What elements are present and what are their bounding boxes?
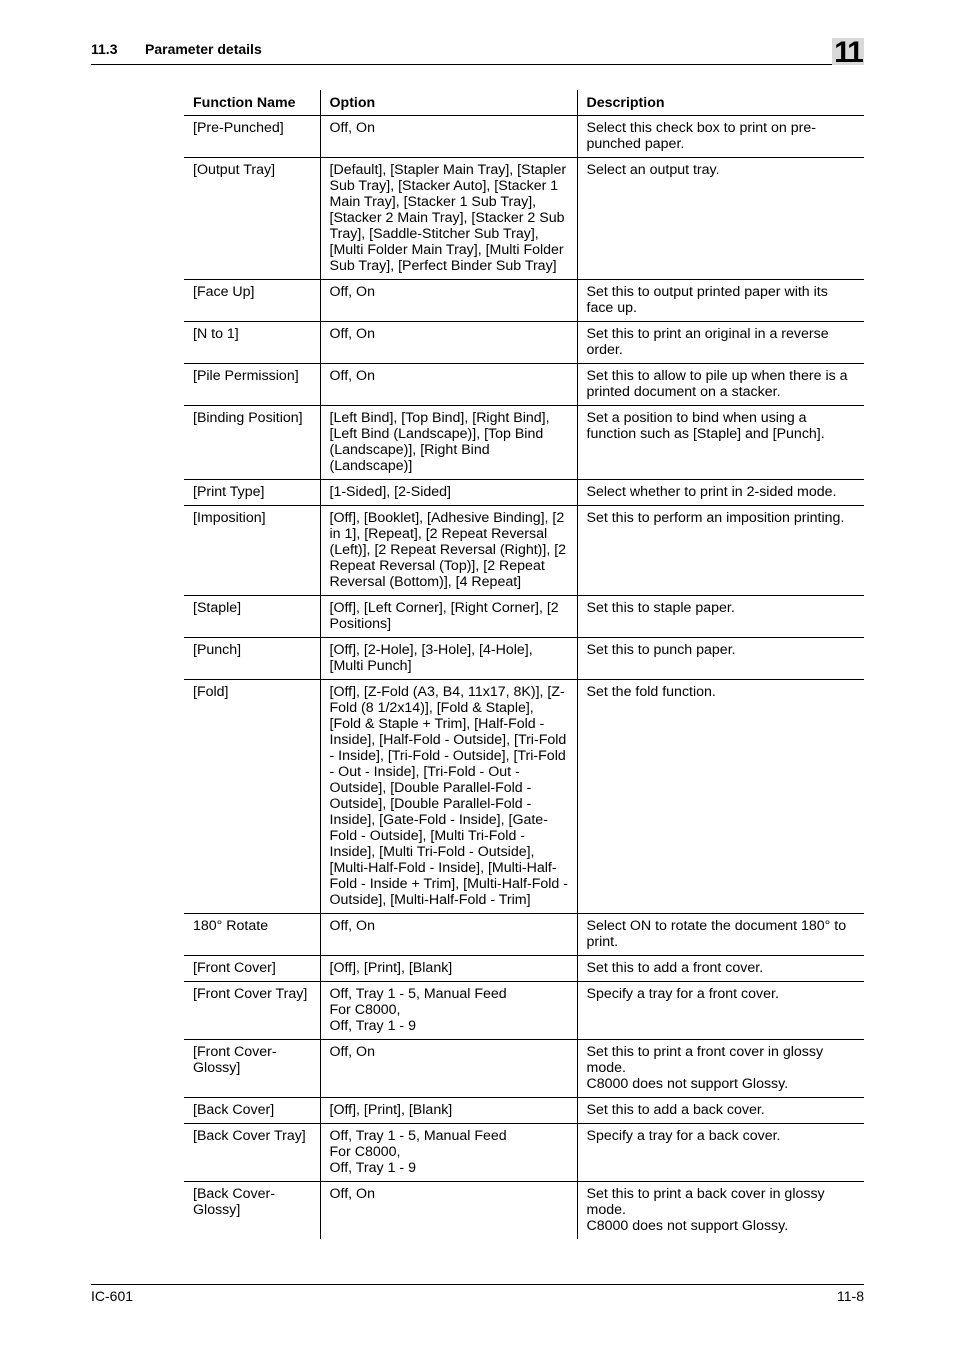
cell-function-name: [Punch] <box>184 638 320 680</box>
table-row <box>184 158 864 280</box>
table-body <box>184 116 864 1240</box>
cell-option: Off, On <box>320 364 577 406</box>
cell-option: Off, Tray 1 - 5, Manual Feed For C8000, Off, Tray 1 - 9 <box>320 982 577 1040</box>
cell-function-name: [Fold] <box>184 680 320 914</box>
cell-function-name: [Front Cover-Glossy] <box>184 1040 320 1098</box>
section-heading <box>91 41 262 57</box>
cell-option: Off, On <box>320 280 577 322</box>
cell-option: [Off], [Print], [Blank] <box>320 956 577 982</box>
table-row <box>184 680 864 914</box>
cell-function-name: [Output Tray] <box>184 158 320 280</box>
cell-description: Set this to print a front cover in glossy mode. C8000 does not support Glossy. <box>577 1040 864 1098</box>
cell-description: Set this to perform an imposition printing. <box>577 506 864 596</box>
cell-function-name: [Front Cover Tray] <box>184 982 320 1040</box>
cell-function-name: [Imposition] <box>184 506 320 596</box>
cell-description: Select ON to rotate the document 180° to print. <box>577 914 864 956</box>
cell-description: Set the fold function. <box>577 680 864 914</box>
table-row <box>184 280 864 322</box>
table-row <box>184 1182 864 1240</box>
cell-description: Set this to print an original in a reverse order. <box>577 322 864 364</box>
cell-function-name: [Pile Permission] <box>184 364 320 406</box>
cell-option: Off, On <box>320 914 577 956</box>
table-row <box>184 956 864 982</box>
cell-function-name: [Print Type] <box>184 480 320 506</box>
table-row <box>184 506 864 596</box>
footer-product-name: IC-601 <box>91 1288 134 1304</box>
table-row <box>184 116 864 158</box>
table-header-row <box>184 90 864 116</box>
table-row <box>184 406 864 480</box>
column-header-function-name: Function Name <box>184 90 320 116</box>
cell-option: Off, On <box>320 1182 577 1240</box>
cell-option: [Off], [Print], [Blank] <box>320 1098 577 1124</box>
section-title: Parameter details <box>145 41 262 57</box>
table-row <box>184 1040 864 1098</box>
cell-description: Select an output tray. <box>577 158 864 280</box>
cell-description: Specify a tray for a front cover. <box>577 982 864 1040</box>
table-row <box>184 914 864 956</box>
cell-description: Set this to allow to pile up when there is a printed document on a stacker. <box>577 364 864 406</box>
table-row <box>184 638 864 680</box>
cell-option: [Off], [Left Corner], [Right Corner], [2 Positions] <box>320 596 577 638</box>
table-row <box>184 1098 864 1124</box>
table-row <box>184 596 864 638</box>
table-row <box>184 982 864 1040</box>
cell-option: Off, On <box>320 322 577 364</box>
cell-option: Off, On <box>320 1040 577 1098</box>
cell-option: Off, Tray 1 - 5, Manual Feed For C8000, Off, Tray 1 - 9 <box>320 1124 577 1182</box>
column-header-option: Option <box>320 90 577 116</box>
cell-function-name: [Back Cover] <box>184 1098 320 1124</box>
cell-option: [Off], [Z-Fold (A3, B4, 11x17, 8K)], [Z-Fold (8 1/2x14)], [Fold & Staple], [Fold & Staple + Trim], [Half-Fold - Inside], [Half-Fold - Outside], [Tri-Fold - Inside], [Tri-Fold - Outside], [Tri-Fold - Out - Inside], [Tri-Fold - Out - Outside], [Double Parallel-Fold - Outside], [Double Parallel-Fold - Inside], [Gate-Fold - Inside], [Gate-Fold - Outside], [Multi Tri-Fold - Inside], [Multi Tri-Fold - Outside], [Multi-Half-Fold - Inside], [Multi-Half-Fold - Inside + Trim], [Multi-Half-Fold - Outside], [Multi-Half-Fold - Trim] <box>320 680 577 914</box>
cell-description: Set this to output printed paper with its face up. <box>577 280 864 322</box>
cell-function-name: [Pre-Punched] <box>184 116 320 158</box>
table-row <box>184 1124 864 1182</box>
cell-option: [Default], [Stapler Main Tray], [Stapler Sub Tray], [Stacker Auto], [Stacker 1 Main Tray], [Stacker 1 Sub Tray], [Stacker 2 Main Tray], [Stacker 2 Sub Tray], [Saddle-Stitcher Sub Tray], [Multi Folder Main Tray], [Multi Folder Sub Tray], [Perfect Binder Sub Tray] <box>320 158 577 280</box>
cell-description: Set this to add a front cover. <box>577 956 864 982</box>
table-row <box>184 322 864 364</box>
cell-description: Set this to print a back cover in glossy mode. C8000 does not support Glossy. <box>577 1182 864 1240</box>
cell-description: Specify a tray for a back cover. <box>577 1124 864 1182</box>
cell-function-name: [Staple] <box>184 596 320 638</box>
footer-divider <box>91 1284 864 1285</box>
cell-function-name: [Face Up] <box>184 280 320 322</box>
cell-description: Select whether to print in 2-sided mode. <box>577 480 864 506</box>
cell-description: Select this check box to print on pre-punched paper. <box>577 116 864 158</box>
cell-option: Off, On <box>320 116 577 158</box>
cell-function-name: 180° Rotate <box>184 914 320 956</box>
cell-function-name: [Back Cover-Glossy] <box>193 1186 275 1218</box>
footer-page-number: 11-8 <box>837 1288 864 1304</box>
section-number: 11.3 <box>91 41 118 57</box>
cell-description: Set this to punch paper. <box>577 638 864 680</box>
table-row <box>184 480 864 506</box>
chapter-number-badge: 11 <box>832 38 864 65</box>
cell-function-name: [Back Cover Tray] <box>184 1124 320 1182</box>
table-row <box>184 364 864 406</box>
cell-option: [Off], [Booklet], [Adhesive Binding], [2 in 1], [Repeat], [2 Repeat Reversal (Left)], [2 Repeat Reversal (Right)], [2 Repeat Reversal (Top)], [2 Repeat Reversal (Bottom)], [4 Repeat] <box>320 506 577 596</box>
cell-option: [Off], [2-Hole], [3-Hole], [4-Hole], [Multi Punch] <box>320 638 577 680</box>
cell-description: Set this to add a back cover. <box>577 1098 864 1124</box>
cell-function-name: [N to 1] <box>184 322 320 364</box>
parameter-table <box>184 90 864 1239</box>
column-header-description: Description <box>577 90 864 116</box>
cell-function-name: [Front Cover] <box>184 956 320 982</box>
header-divider <box>91 64 864 65</box>
cell-option: [1-Sided], [2-Sided] <box>320 480 577 506</box>
cell-description: Set a position to bind when using a function such as [Staple] and [Punch]. <box>577 406 864 480</box>
cell-option: [Left Bind], [Top Bind], [Right Bind], [Left Bind (Landscape)], [Top Bind (Landscape)], [Right Bind (Landscape)] <box>320 406 577 480</box>
cell-description: Set this to staple paper. <box>577 596 864 638</box>
cell-function-name: [Binding Position] <box>184 406 320 480</box>
